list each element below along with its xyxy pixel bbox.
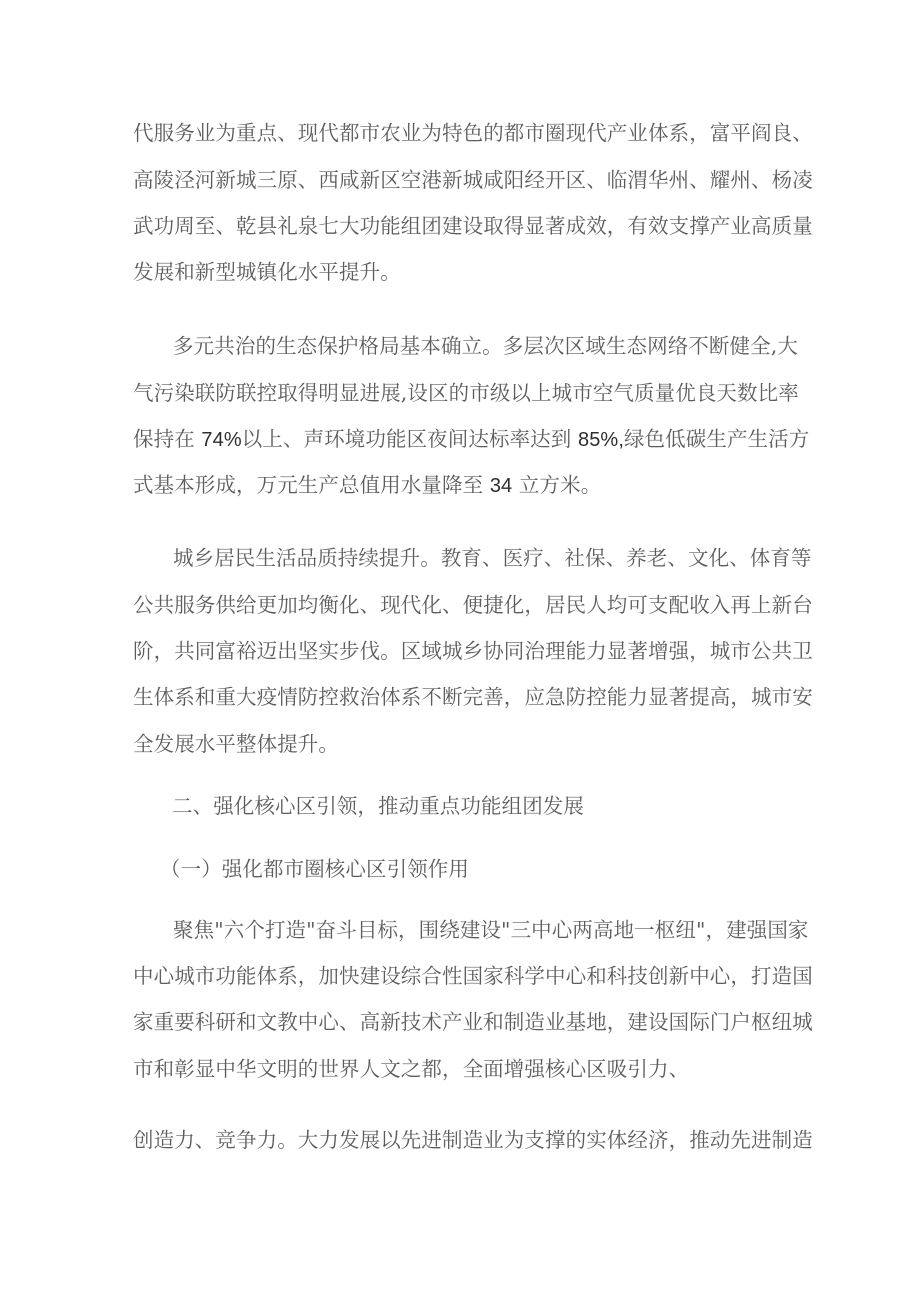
- text-line: 多元共治的生态保护格局基本确立。多层次区域生态网络不断健全,大: [173, 334, 798, 358]
- section-heading: 二、强化核心区引领，推动重点功能组团发展: [172, 794, 584, 818]
- water-use-value: 34: [489, 475, 513, 497]
- text-line: 生体系和重大疫情防控救治体系不断完善，应急防控能力显著提高，城市安: [133, 685, 813, 709]
- text-line: 武功周至、乾县礼泉七大功能组团建设取得显著成效，有效支撑产业高质量: [133, 214, 813, 238]
- noise-compliance-rate: 85%,: [577, 429, 624, 451]
- text-line: 中心城市功能体系，加快建设综合性国家科学中心和科技创新中心，打造国: [133, 964, 813, 988]
- text-line: 创造力、竞争力。大力发展以先进制造业为支撑的实体经济，推动先进制造: [133, 1128, 813, 1152]
- text-line: [133, 424, 810, 454]
- text-line: 阶，共同富裕迈出坚实步伐。区域城乡协同治理能力显著增强，城市公共卫: [133, 639, 813, 663]
- text-line: 代服务业为重点、现代都市农业为特色的都市圈现代产业体系，富平阎良、: [133, 121, 813, 145]
- text-line: 全发展水平整体提升。: [133, 732, 339, 756]
- text-line: 聚焦"六个打造"奋斗目标，围绕建设"三中心两高地一枢纽"，建强国家: [173, 918, 809, 942]
- text-segment: 立方米。: [512, 473, 602, 497]
- text-segment: 式基本形成，万元生产总值用水量降至: [133, 473, 490, 497]
- text-segment: 以上、声环境功能区夜间达标率达到: [241, 427, 578, 451]
- text-line: 气污染联防联控取得明显进展,设区的市级以上城市空气质量优良天数比率: [133, 381, 799, 405]
- air-quality-rate: 74%: [201, 429, 242, 451]
- text-line: 发展和新型城镇化水平提升。: [133, 260, 401, 284]
- text-line: 家重要科研和文教中心、高新技术产业和制造业基地，建设国际门户枢纽城: [133, 1010, 813, 1034]
- text-line: 城乡居民生活品质持续提升。教育、医疗、社保、养老、文化、体育等: [173, 546, 812, 570]
- text-line: 市和彰显中华文明的世界人文之都，全面增强核心区吸引力、: [133, 1057, 690, 1081]
- subsection-heading: （一）强化都市圈核心区引领作用: [160, 857, 469, 881]
- text-line: 高陵泾河新城三原、西咸新区空港新城咸阳经开区、临渭华州、耀州、杨凌: [133, 168, 813, 192]
- text-segment: 绿色低碳生产生活方: [623, 427, 810, 451]
- text-line: [133, 470, 798, 500]
- text-line: 公共服务供给更加均衡化、现代化、便捷化，居民人均可支配收入再上新台: [133, 593, 813, 617]
- text-segment: 保持在: [133, 427, 202, 451]
